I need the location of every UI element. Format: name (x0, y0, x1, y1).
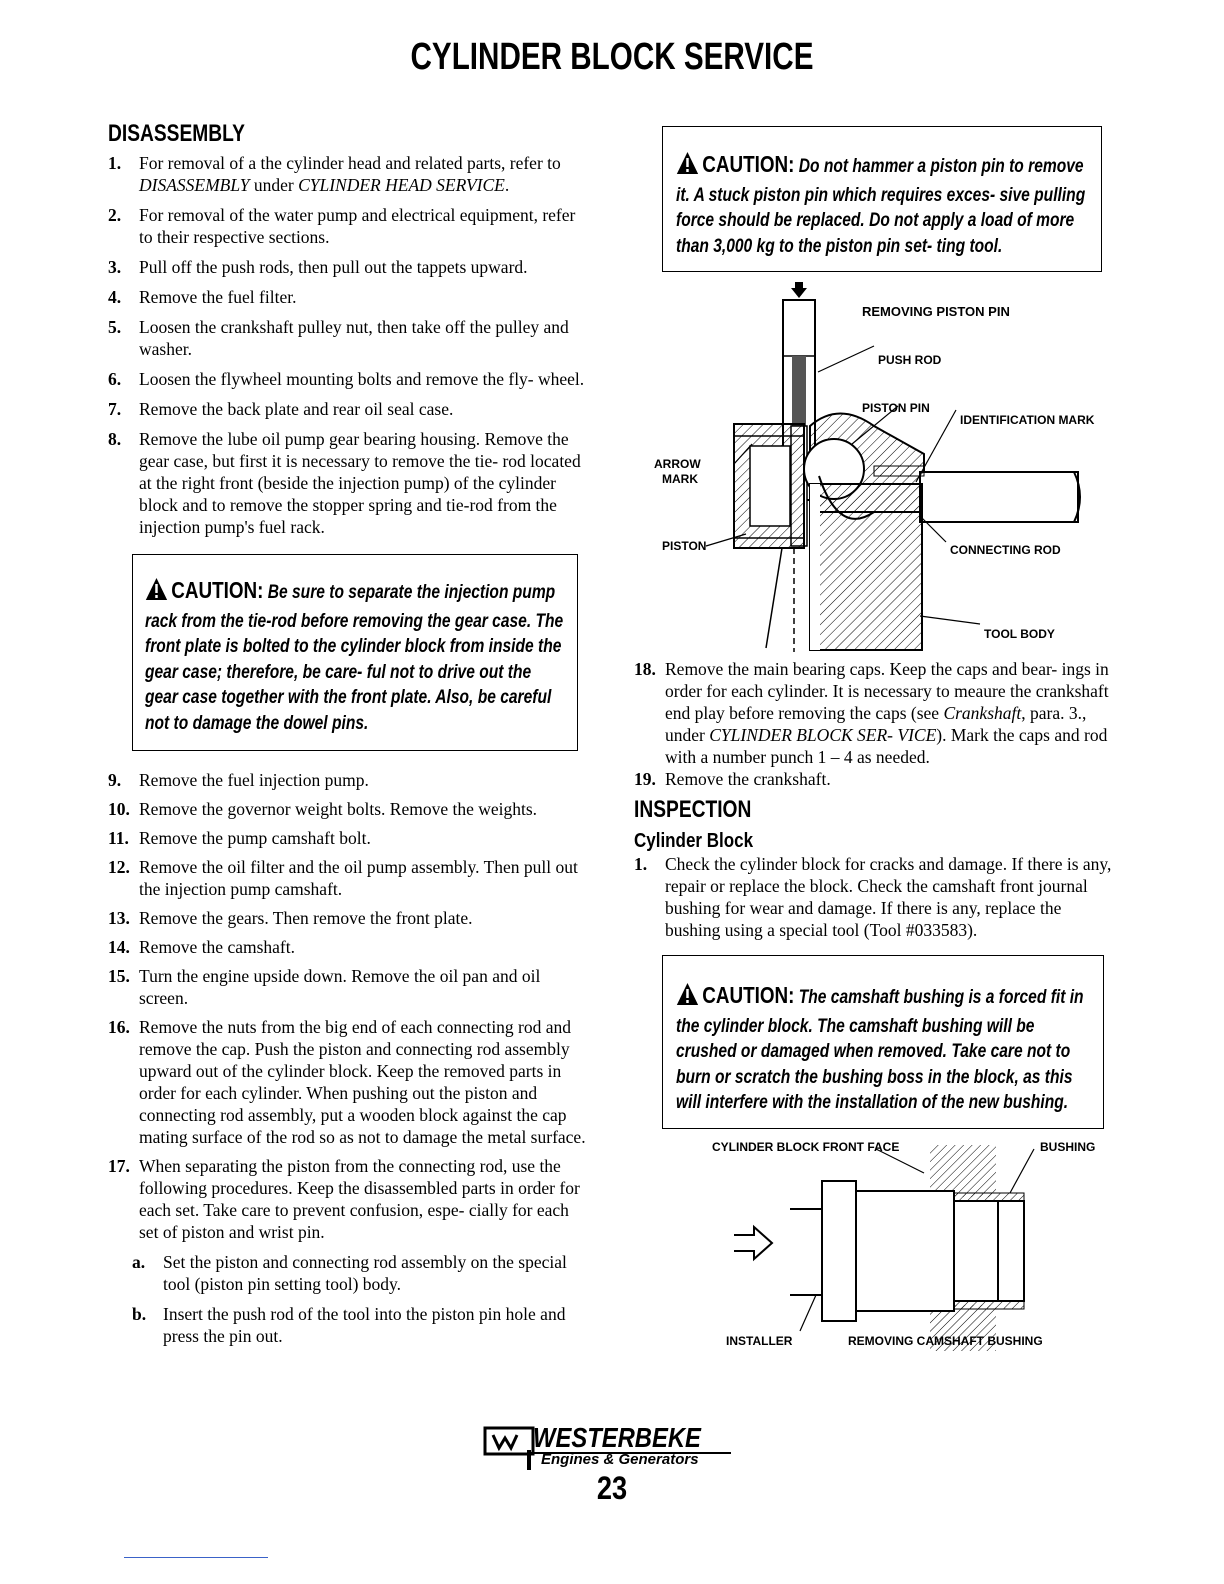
warning-icon (676, 151, 699, 183)
step-number: 11. (108, 828, 129, 848)
list-item (108, 907, 586, 929)
left-column (108, 120, 586, 1355)
step-text: Remove the lube oil pump gear bearing housing. Remove the gear case, but first it is necessary to remove the tie- rod located at the right front (beside the injection pump) of the cylinder block and to remove the stopper spring and tie-rod from the injection pump's fuel rack. (139, 429, 581, 537)
list-item (108, 936, 586, 958)
installer-tool (790, 1181, 1024, 1321)
step-number: 16. (108, 1017, 130, 1037)
page-number: 23 (596, 1470, 628, 1506)
brand-name: WESTERBEKE (533, 1422, 701, 1453)
caution-box-piston-pin (662, 126, 1102, 272)
brand-tagline: Engines & Generators (541, 1451, 699, 1468)
list-item (634, 768, 1114, 790)
list-item (108, 1155, 586, 1243)
fig-caption: REMOVING CAMSHAFT BUSHING (848, 1333, 1043, 1348)
disassembly-substeps (132, 1251, 586, 1347)
list-item (108, 769, 586, 791)
step-text: When separating the piston from the connecting rod, use the following procedures. Keep the disassembled parts in order for each set. Take care to prevent confusion, espe- cially for each set of piston and wrist pin. (139, 1156, 580, 1242)
caution-label: CAUTION: (702, 982, 795, 1008)
step-text: Remove the pump camshaft bolt. (139, 828, 371, 848)
direction-arrow-icon (734, 1227, 772, 1259)
list-item (108, 965, 586, 1009)
list-item (108, 286, 586, 308)
list-item (108, 368, 586, 390)
step-text: Remove the fuel injection pump. (139, 770, 369, 790)
step-text: Remove the main bearing caps. Keep the caps and bear- ings in order for each cylinder. It is necessary to meaure the crankshaft end play before removing the caps (see (665, 659, 1109, 723)
right-column (634, 120, 1114, 1365)
warning-icon (145, 577, 168, 609)
step-number: 2. (108, 205, 122, 225)
list-item (108, 398, 586, 420)
caution-text: Do not hammer a piston pin to remove it. A stuck piston pin which requires exces- sive pulling force should be replaced. Do not apply a load of more than 3,000 kg to the piston pin set- ting tool. (676, 156, 1086, 257)
step-text: Remove the back plate and rear oil seal case. (139, 399, 454, 419)
disassembly-steps-continued (108, 769, 586, 1243)
list-item (108, 256, 586, 278)
list-item (634, 853, 1114, 941)
step-number: 3. (108, 257, 122, 277)
list-item (108, 798, 586, 820)
caution-text: Be sure to separate the injection pump rack from the tie-rod before removing the gear case. The front plate is bolted to the cylinder block from inside the gear case; therefore, be care- ful not to drive out the gear case together with the front plate. Also, be careful not to damage the dowel pins. (145, 582, 564, 734)
step-number: a. (132, 1252, 146, 1272)
step-number: 7. (108, 399, 122, 419)
installer-label: INSTALLER (726, 1333, 793, 1348)
step-number: 13. (108, 908, 130, 928)
step-number: 8. (108, 429, 122, 449)
caution-box-camshaft-bushing (662, 955, 1104, 1129)
camshaft-bushing-diagram (634, 1135, 1114, 1365)
disassembly-heading: DISASSEMBLY (108, 120, 245, 147)
step-number: 1. (634, 854, 648, 874)
step-text: Set the piston and connecting rod assembly on the special tool (piston pin setting tool) body. (163, 1252, 567, 1294)
inspection-steps (634, 853, 1114, 941)
caution-label: CAUTION: (171, 577, 264, 603)
step-number: 1. (108, 153, 122, 173)
list-item (108, 204, 586, 248)
step-ref: CYLINDER BLOCK SER- VICE (709, 725, 937, 745)
step-text: Turn the engine upside down. Remove the oil pan and oil screen. (139, 966, 541, 1008)
step-number: 14. (108, 937, 130, 957)
push-rod-label: PUSH ROD (878, 353, 942, 367)
step-number: 6. (108, 369, 122, 389)
identification-mark-label: IDENTIFICATION MARK (960, 413, 1095, 427)
inspection-heading: INSPECTION (634, 796, 752, 823)
step-text: Remove the governor weight bolts. Remove the weights. (139, 799, 538, 819)
warning-icon (676, 982, 699, 1014)
step-text: Remove the gears. Then remove the front plate. (139, 908, 473, 928)
step-text: under (249, 175, 299, 195)
step-text: Remove the nuts from the big end of each connecting rod and remove the cap. Push the piston and connecting rod assembly upward out of the cylinder block. Keep the removed parts in order for each cylinder. When pushing out the piston and connecting rod assembly, put a wooden block against the cap mating surface of the rod so as not to damage the metal surface. (139, 1017, 586, 1147)
list-item (132, 1251, 586, 1295)
step-text: Remove the oil filter and the oil pump assembly. Then pull out the injection pump camshaft. (139, 857, 578, 899)
step-text: Insert the push rod of the tool into the piston pin hole and press the pin out. (163, 1304, 566, 1346)
step-text: ). Mark the caps and rod with a number punch 1 – 4 as needed. (665, 725, 1108, 767)
page-title: CYLINDER BLOCK SERVICE (410, 36, 814, 78)
step-text: For removal of a the cylinder head and related parts, refer to (139, 153, 561, 173)
step-ref: DISASSEMBLY (139, 175, 250, 195)
list-item (108, 827, 586, 849)
step-ref: Crankshaft (943, 703, 1022, 723)
step-text: Pull off the push rods, then pull out the tappets upward. (139, 257, 528, 277)
step-number: 17. (108, 1156, 130, 1176)
cylinder-block-heading: Cylinder Block (634, 830, 754, 852)
step-text: Remove the crankshaft. (665, 769, 831, 789)
step-text: Check the cylinder block for cracks and damage. If there is any, repair or replace the block. Check the camshaft front journal bushing for wear and damage. If there is any, replace the bushing using a special tool (Tool #033583). (665, 854, 1112, 940)
list-item (634, 658, 1114, 768)
step-text: Remove the fuel filter. (139, 287, 297, 307)
list-item (108, 316, 586, 360)
bushing-label: BUSHING (1040, 1139, 1096, 1154)
divider (124, 1557, 268, 1558)
step-number: 9. (108, 770, 122, 790)
step-ref: CYLINDER HEAD SERVICE (298, 175, 505, 195)
down-arrow-icon (791, 282, 807, 298)
step-number: 19. (634, 769, 656, 789)
list-item (108, 152, 586, 196)
mark-label: MARK (662, 472, 698, 486)
caution-box-injection (132, 554, 578, 751)
fig-title: REMOVING PISTON PIN (862, 304, 1010, 319)
list-item (108, 1016, 586, 1148)
disassembly-steps (108, 152, 586, 538)
list-item (108, 428, 586, 538)
piston (734, 424, 804, 548)
list-item (108, 856, 586, 900)
tool-body-label: TOOL BODY (984, 627, 1055, 641)
step-text: For removal of the water pump and electrical equipment, refer to their respective sections. (139, 205, 576, 247)
front-face-label: CYLINDER BLOCK FRONT FACE (712, 1139, 900, 1154)
step-text: . (504, 175, 510, 195)
caution-text: The camshaft bushing is a forced fit in the cylinder block. The camshaft bushing will be crushed or damaged when removed. Take care not to burn or scratch the bushing boss in the block, as this will interfere with the installation of the new bushing. (676, 987, 1084, 1113)
step-number: 5. (108, 317, 122, 337)
connecting-rod-label: CONNECTING ROD (950, 543, 1061, 557)
westerbeke-logo (481, 1422, 741, 1477)
step-text: Loosen the flywheel mounting bolts and remove the fly- wheel. (139, 369, 585, 389)
step-number: 10. (108, 799, 130, 819)
list-item (132, 1303, 586, 1347)
disassembly-steps-right (634, 658, 1114, 790)
step-number: 18. (634, 659, 656, 679)
step-text: Loosen the crankshaft pulley nut, then take off the pulley and washer. (139, 317, 569, 359)
piston-pin-diagram (634, 276, 1114, 656)
step-number: 15. (108, 966, 130, 986)
caution-label: CAUTION: (702, 151, 795, 177)
step-text: Remove the camshaft. (139, 937, 295, 957)
step-number: 4. (108, 287, 122, 307)
arrow-label: ARROW (654, 457, 701, 471)
piston-label: PISTON (662, 539, 707, 553)
piston-pin-label: PISTON PIN (862, 401, 930, 415)
step-number: 12. (108, 857, 130, 877)
step-number: b. (132, 1304, 147, 1324)
step-text: , para. 3., under (665, 703, 1087, 745)
